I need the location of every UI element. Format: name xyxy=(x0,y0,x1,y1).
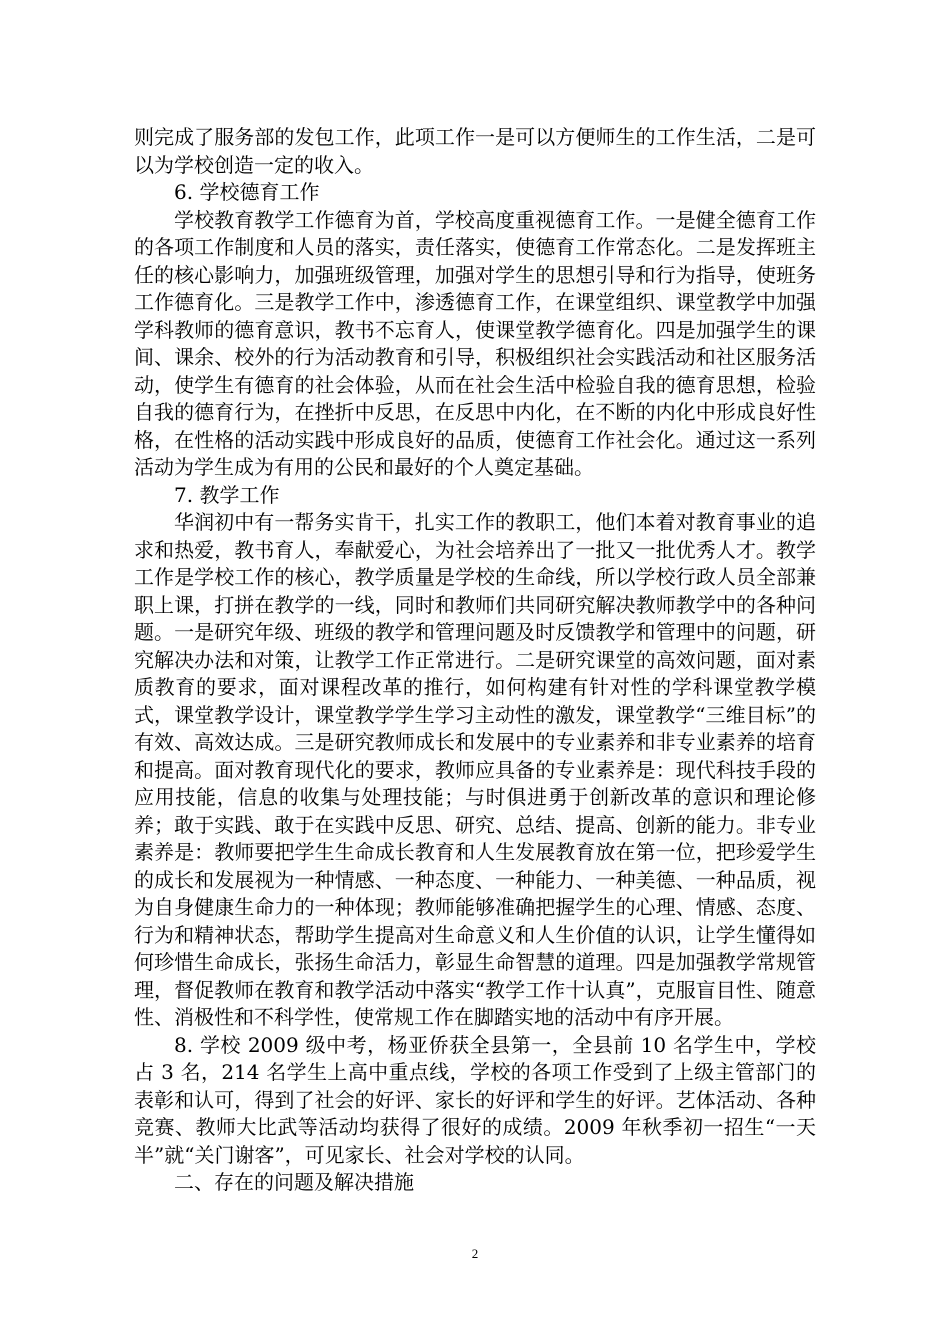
paragraph-service-department: 则完成了服务部的发包工作，此项工作一是可以方便师生的工作生活，二是可以为学校创造一定的收入。 xyxy=(134,125,816,177)
paragraph-teaching-work: 华润初中有一帮务实肯干，扎实工作的教职工，他们本着对教育事业的追求和热爱，教书育人，奉献爱心，为社会培养出了一批又一批优秀人才。教学工作是学校工作的核心，教学质量是学校的生命线，所以学校行政人员全部兼职上课，打拼在教学的一线，同时和教师们共同研究解决教师教学中的各种问题。一是研究年级、班级的教学和管理问题及时反馈教学和管理中的问题，研究解决办法和对策，让教学工作正常进行。二是研究课堂的高效问题，面对素质教育的要求，面对课程改革的推行，如何构建有针对性的学科课堂教学模式，课堂教学设计，课堂教学学生学习主动性的激发，课堂教学“三维目标”的有效、高效达成。三是研究教师成长和发展中的专业素养和非专业素养的培育和提高。面对教育现代化的要求，教师应具备的专业素养是：现代科技手段的应用技能，信息的收集与处理技能；与时俱进勇于创新改革的意识和理论修养；敢于实践、敢于在实践中反思、研究、总结、提高、创新的能力。非专业素养是：教师要把学生生命成长教育和人生发展教育放在第一位，把珍爱学生的成长和发展视为一种情感、一种态度、一种能力、一种美德、一种品质，视为自身健康生命力的一种体现；教师能够准确把握学生的心理、情感、态度、行为和精神状态，帮助学生提高对生命意义和人生价值的认识，让学生懂得如何珍惜生命成长，张扬生命活力，彰显生命智慧的道理。四是加强教学常规管理，督促教师在教育和教学活动中落实“教学工作十认真”，克服盲目性、随意性、消极性和不科学性，使常规工作在脚踏实地的活动中有序开展。 xyxy=(134,510,816,1029)
heading-teaching-work: 7. 教学工作 xyxy=(174,482,280,507)
paragraph-exam-results: 8. 学校 2009 级中考，杨亚侨获全县第一，全县前 10 名学生中，学校占 3 名，214 名学生上高中重点线，学校的各项工作受到了上级主管部门的表彰和认可，得到了社会的好评、家长的好评和学生的好评。艺体活动、各种竞赛、教师大比武等活动均获得了很好的成绩。2009 年秋季初一招生“一天半”就“关门谢客”，可见家长、社会对学校的认同。 xyxy=(134,1032,816,1167)
document-body xyxy=(134,124,816,1197)
heading-problems-solutions: 二、存在的问题及解决措施 xyxy=(174,1170,414,1194)
page-number: 2 xyxy=(471,1246,479,1261)
paragraph-moral-education: 学校教育教学工作德育为首，学校高度重视德育工作。一是健全德育工作的各项工作制度和人员的落实，责任落实，使德育工作常态化。二是发挥班主任的核心影响力，加强班级管理，加强对学生的思想引导和行为指导，使班务工作德育化。三是教学工作中，渗透德育工作，在课堂组织、课堂教学中加强学科教师的德育意识，教书不忘育人，使课堂教学德育化。四是加强学生的课间、课余、校外的行为活动教育和引导，积极组织社会实践活动和社区服务活动，使学生有德育的社会体验，从而在社会生活中检验自我的德育思想，检验自我的德育行为，在挫折中反思，在反思中内化，在不断的内化中形成良好性格，在性格的活动实践中形成良好的品质，使德育工作社会化。通过这一系列活动为学生成为有用的公民和最好的个人奠定基础。 xyxy=(134,207,816,479)
heading-moral-education: 6. 学校德育工作 xyxy=(174,180,320,204)
